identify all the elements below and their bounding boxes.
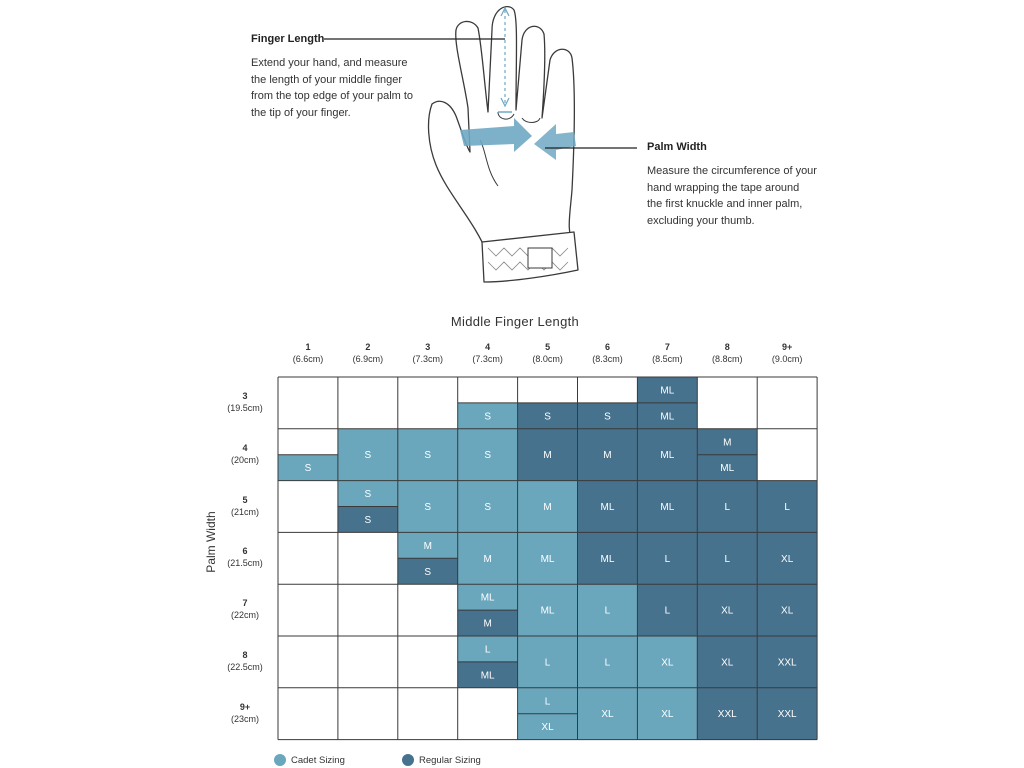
row-number: 3 [242,390,248,401]
regular-legend-label: Regular Sizing [419,755,481,766]
size-label: S [364,450,372,462]
size-label: XL [601,709,614,721]
column-number: 2 [365,342,371,352]
size-label: L [784,502,790,513]
column-number: 5 [545,342,551,352]
row-measure: (23cm) [230,713,259,724]
size-label: ML [660,385,675,397]
cadet-legend-swatch [274,754,286,766]
size-label: S [484,502,491,513]
regular-legend-swatch [402,754,414,766]
column-number: 3 [425,342,431,352]
chart-title: Middle Finger Length [450,314,580,329]
size-label: M [723,437,732,449]
size-label: XXL [717,709,737,721]
column-number: 7 [664,342,670,352]
size-label: XXL [777,657,797,669]
size-label: XL [661,657,674,669]
size-label: S [544,411,551,423]
size-label: M [543,450,552,462]
y-axis-title: Palm Width [204,511,218,573]
column-number: 4 [485,342,491,352]
row-number: 5 [242,494,248,505]
size-label: S [364,514,372,526]
column-measure: (6.6cm) [292,354,324,364]
column-number: 8 [724,342,730,352]
size-label: L [724,502,731,513]
row-measure: (19.5cm) [227,402,263,413]
size-label: ML [600,502,615,513]
size-label: L [544,696,551,708]
size-label: M [483,618,492,630]
column-number: 6 [604,342,610,352]
size-label: S [484,450,491,462]
size-label: L [604,605,611,617]
size-label: XL [661,709,674,721]
row-measure: (22.5cm) [227,661,263,672]
size-label: XL [781,605,794,617]
column-measure: (7.3cm) [472,354,503,364]
size-label: ML [540,553,555,565]
cadet-legend-label: Cadet Sizing [291,755,345,766]
column-number: 1 [305,342,311,352]
column-measure: (8.3cm) [592,354,623,364]
column-number: 9+ [782,342,793,352]
row-number: 4 [242,442,248,453]
size-label: L [604,657,611,669]
size-label: ML [600,553,615,565]
size-label: M [603,450,612,462]
size-label: ML [540,605,555,617]
row-measure: (21cm) [230,506,259,517]
size-label: XL [721,605,734,617]
size-label: ML [660,450,675,462]
size-label: ML [660,411,675,423]
size-label: L [664,553,671,565]
size-label: S [304,463,312,475]
size-label: L [664,605,671,617]
size-label: ML [480,592,495,604]
row-measure: (22cm) [230,610,259,621]
size-label: S [484,411,491,423]
palm-width-title: Palm Width [647,141,707,153]
size-label: XXL [777,709,797,721]
column-measure: (7.3cm) [412,354,444,364]
row-measure: (21.5cm) [227,558,263,569]
column-measure: (8.5cm) [652,354,683,364]
finger-length-title: Finger Length [251,33,325,45]
finger-length-description: Extend your hand, and measure the length of your middle finger from the top edge of your palm to the tip of your finger. [251,57,414,119]
size-label: XL [721,657,734,669]
size-label: ML [720,463,735,475]
size-label: S [424,502,432,513]
row-number: 6 [242,546,248,557]
size-label: M [483,553,492,565]
size-label: S [604,411,611,423]
column-measure: (9.0cm) [771,354,803,364]
size-label: ML [480,670,495,682]
size-label: M [543,502,552,513]
column-measure: (8.0cm) [532,354,563,364]
size-label: S [424,566,432,578]
column-measure: (8.8cm) [712,354,743,364]
size-label: L [484,644,491,656]
size-label: XL [781,553,794,565]
row-measure: (20cm) [230,454,259,465]
row-number: 7 [242,598,248,609]
palm-width-description: Measure the circumference of your hand wrapping the tape around the first knuckle and inner palm, excluding your thumb. [647,165,817,227]
row-number: 9+ [239,701,251,712]
row-number: 8 [242,649,248,660]
size-label: S [364,489,372,501]
size-label: L [724,553,731,565]
size-label: XL [541,722,554,734]
size-label: S [424,450,432,462]
size-label: L [544,657,551,669]
size-label: ML [660,502,675,513]
size-label: M [423,540,432,552]
column-measure: (6.9cm) [352,354,384,364]
